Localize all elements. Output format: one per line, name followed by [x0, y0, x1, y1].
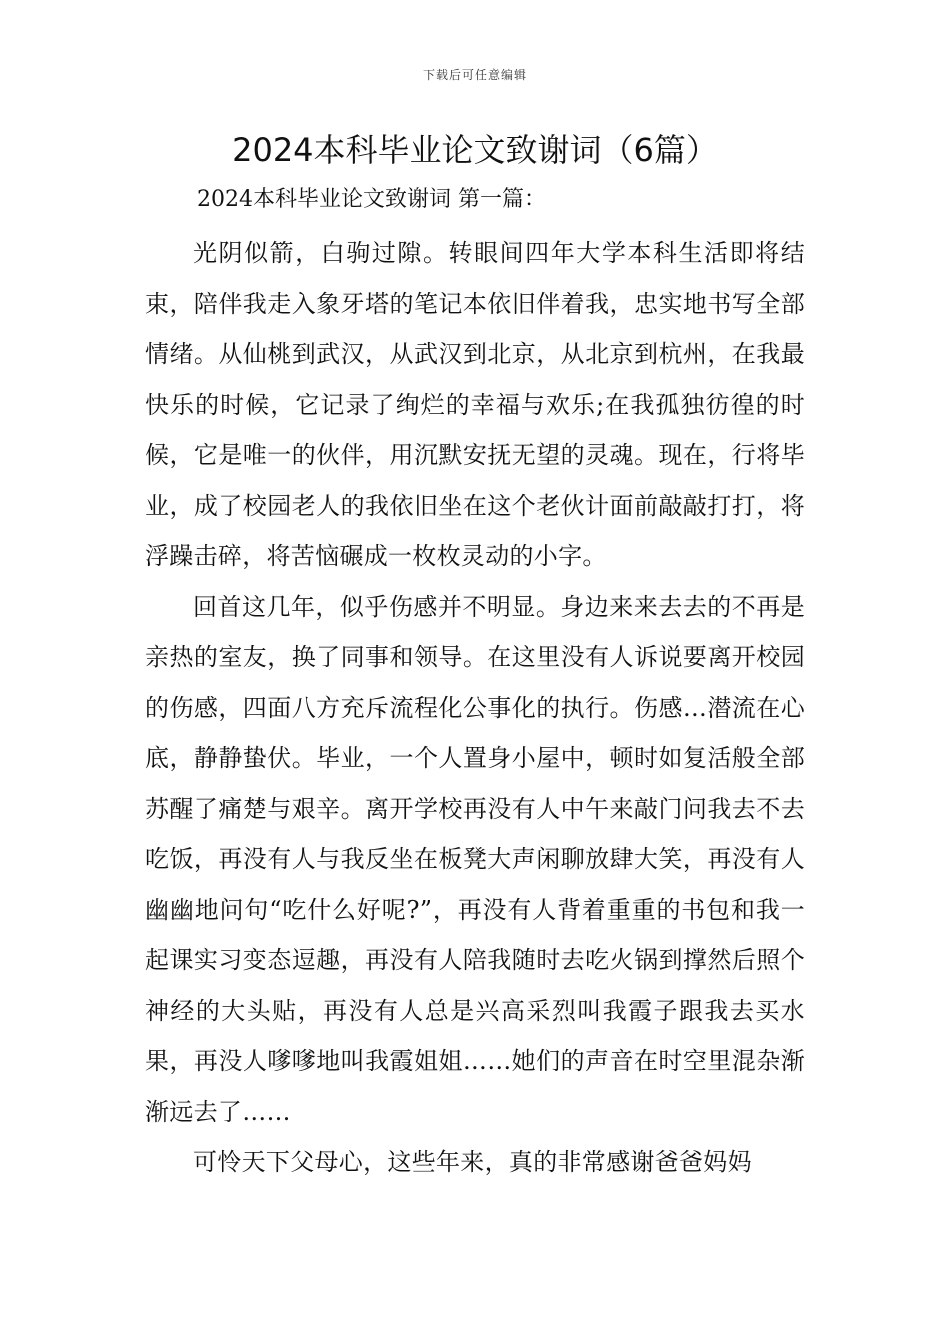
- section-heading: 2024本科毕业论文致谢词 第一篇：: [197, 187, 546, 212]
- paragraph-3: 可怜天下父母心，这些年来，真的非常感谢爸爸妈妈: [193, 1148, 752, 1176]
- header-note: 下载后可任意编辑: [422, 68, 527, 82]
- body-text: [145, 228, 805, 1188]
- paragraph-2: 回首这几年，似乎伤感并不明显。身边来来去去的不再是亲热的室友，换了同事和领导。在这里没有人诉说要离开校园的伤感，四面八方充斥流程化公事化的执行。伤感…潜流在心底，静静蛰伏。毕业，一个人置身小屋中，顿时如复活般全部苏醒了痛楚与艰辛。离开学校再没有人中午来敲门问我去不去吃饭，再没有人与我反坐在板凳大声闲聊放肆大笑，再没有人幽幽地问句“吃什么好呢?”，再没有人背着重重的书包和我一起课实习变态逗趣，再没有人陪我随时去吃火锅到撑然后照个神经的大头贴，再没有人总是兴高采烈叫我霞子跟我去买水果，再没人嗲嗲地叫我霞姐姐……她们的声音在时空里混杂渐渐远去了……: [145, 592, 805, 1126]
- paragraph-1: 光阴似箭，白驹过隙。转眼间四年大学本科生活即将结束，陪伴我走入象牙塔的笔记本依旧伴着我，忠实地书写全部情绪。从仙桃到武汉，从武汉到北京，从北京到杭州，在我最快乐的时候，它记录了绚烂的幸福与欢乐;在我孤独彷徨的时候，它是唯一的伙伴，用沉默安抚无望的灵魂。现在，行将毕业，成了校园老人的我依旧坐在这个老伙计面前敲敲打打，将浮躁击碎，将苦恼碾成一枚枚灵动的小字。: [145, 239, 805, 570]
- document-title: 2024本科毕业论文致谢词（6篇）: [232, 131, 718, 169]
